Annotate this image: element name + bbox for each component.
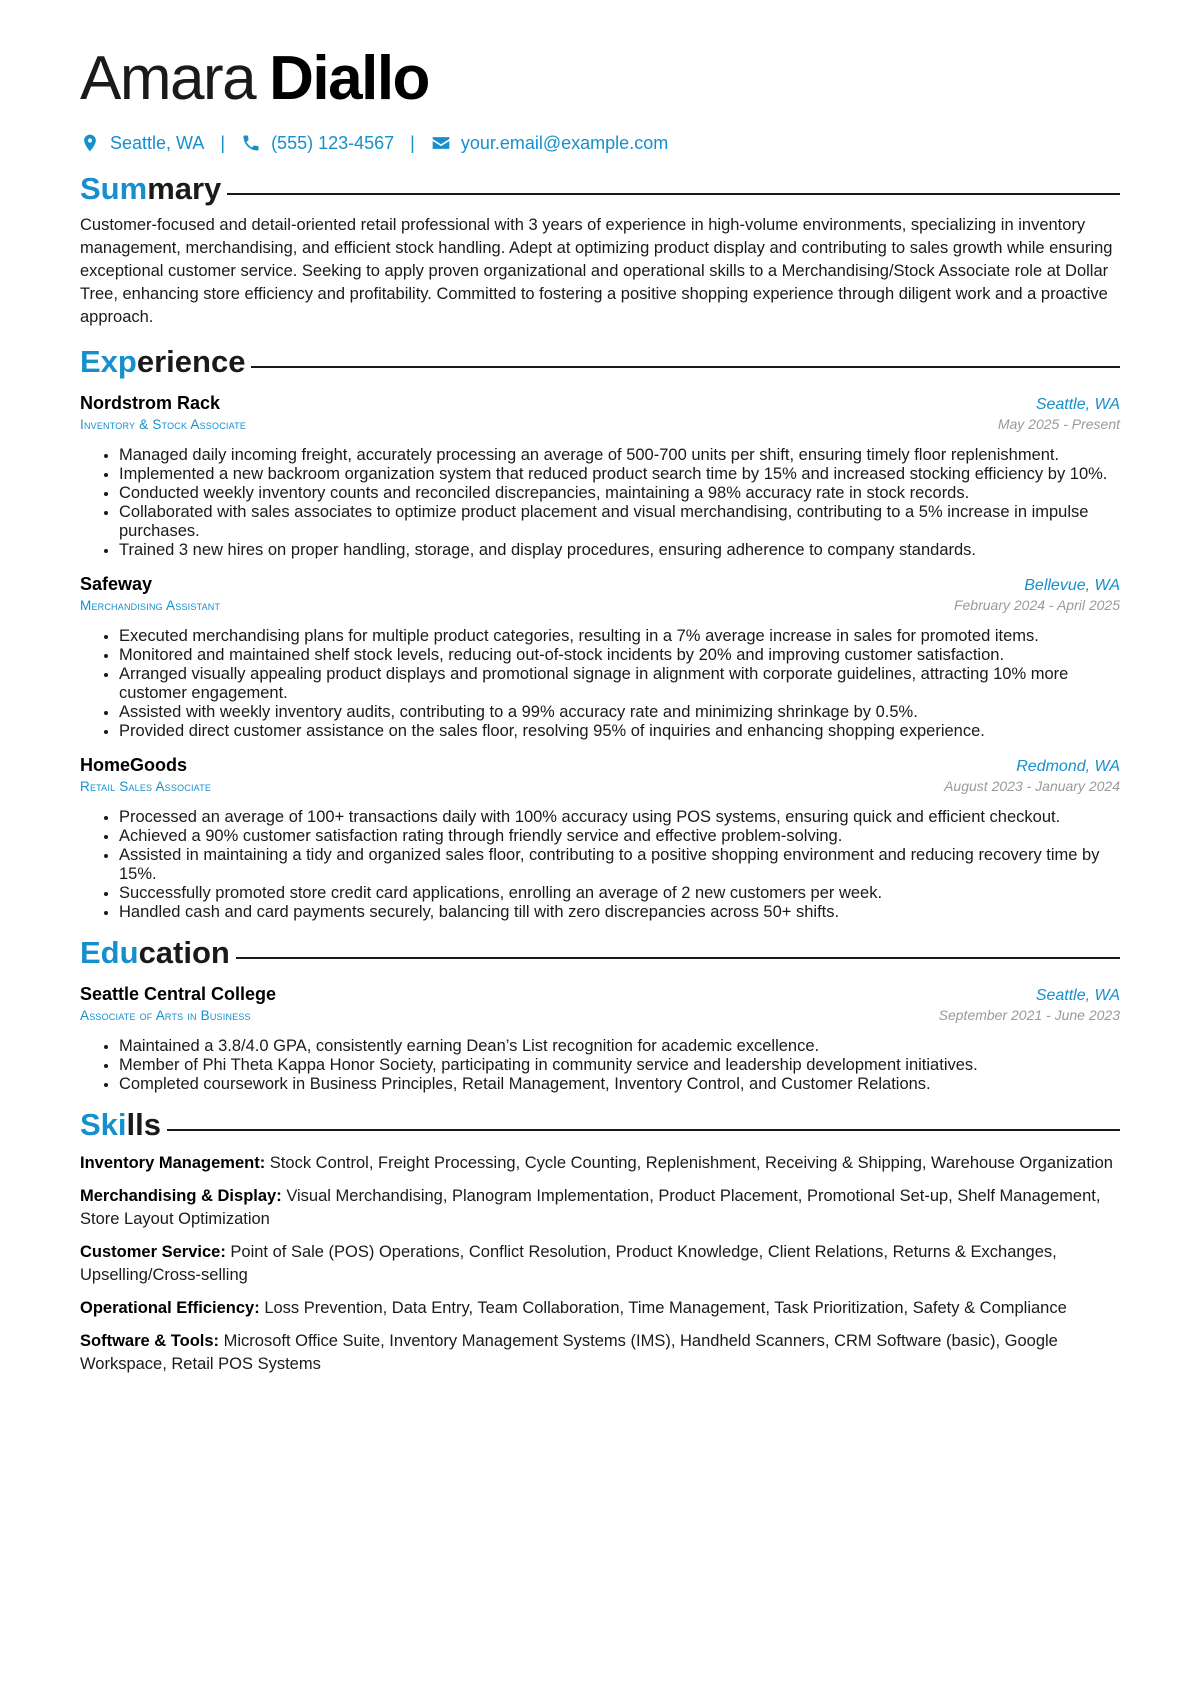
school-location: Seattle, WA — [1035, 987, 1120, 1004]
degree: Associate of Arts in Business — [80, 1008, 251, 1023]
job-company: HomeGoods — [80, 755, 188, 775]
skill-group — [80, 1330, 1120, 1376]
school-name: Seattle Central College — [80, 984, 277, 1004]
education-entry — [80, 984, 1120, 1094]
skill-category: Inventory Management: — [80, 1154, 266, 1172]
summary-heading — [80, 170, 1120, 208]
job-location: Seattle, WA — [1035, 396, 1120, 413]
location-text: Seattle, WA — [110, 132, 205, 153]
section-title-rest: mary — [147, 171, 222, 206]
bullet-item: • Collaborated with sales associates to optimize product placement and visual merchandising, contributing to a 5% increase in impulse purchases. — [119, 503, 1120, 541]
skills-heading — [80, 1106, 1120, 1144]
job-bullets — [80, 808, 1120, 922]
section-title-rest: cation — [138, 935, 230, 970]
section-title — [80, 934, 230, 972]
section-title-accent: Edu — [80, 935, 139, 970]
email-link[interactable]: your.email@example.com — [460, 132, 669, 153]
experience-list — [80, 393, 1120, 922]
bullet-item: • Processed an average of 100+ transactions daily with 100% accuracy using POS systems, ensuring quick and efficient checkout. — [119, 808, 1120, 827]
first-name: Amara — [80, 44, 256, 113]
job-dates: May 2025 - Present — [997, 416, 1120, 432]
section-title-accent: Sum — [80, 171, 148, 206]
bullet-item: • Successfully promoted store credit card applications, enrolling an average of 2 new customers per week. — [119, 884, 1120, 903]
section-title-accent: Ski — [80, 1107, 127, 1142]
bullet-item: • Handled cash and card payments securely, balancing till with zero discrepancies across 50+ shifts. — [119, 903, 1120, 922]
contact-phone[interactable] — [241, 133, 394, 154]
phone-icon — [241, 133, 261, 153]
bullet-item: • Implemented a new backroom organization system that reduced product search time by 15% and increased stocking efficiency by 10%. — [119, 465, 1120, 484]
skill-items: Point of Sale (POS) Operations, Conflict Resolution, Product Knowledge, Client Relations, Returns & Exchanges, Upselling/Cross-selling — [80, 1243, 1057, 1284]
job-company: Safeway — [80, 574, 153, 594]
job-company: Nordstrom Rack — [80, 393, 221, 413]
bullet-item: • Provided direct customer assistance on the sales floor, resolving 95% of inquiries and enhancing shopping experience. — [119, 722, 1120, 741]
section-title-rest: lls — [126, 1107, 161, 1142]
job-title: Retail Sales Associate — [80, 779, 212, 794]
section-title — [80, 343, 245, 381]
education-dates: September 2021 - June 2023 — [938, 1007, 1120, 1023]
skill-items: Stock Control, Freight Processing, Cycle Counting, Replenishment, Receiving & Shipping, Warehouse Organization — [269, 1154, 1113, 1172]
skill-category: Operational Efficiency: — [80, 1299, 260, 1317]
bullet-item: • Managed daily incoming freight, accurately processing an average of 500-700 units per shift, ensuring timely floor replenishment. — [119, 446, 1120, 465]
education-bullets — [80, 1037, 1120, 1094]
contact-bar — [80, 130, 1120, 156]
skill-category: Merchandising & Display: — [80, 1187, 282, 1205]
skill-category: Customer Service: — [80, 1243, 226, 1261]
contact-email[interactable] — [431, 133, 668, 154]
bullet-item: • Achieved a 90% customer satisfaction rating through friendly service and effective problem-solving. — [119, 827, 1120, 846]
bullet-item: • Trained 3 new hires on proper handling, storage, and display procedures, ensuring adherence to company standards. — [119, 541, 1120, 560]
job-bullets — [80, 446, 1120, 560]
bullet-item: • Arranged visually appealing product displays and promotional signage in alignment with corporate guidelines, attracting 10% more customer engagement. — [119, 665, 1120, 703]
last-name: Diallo — [269, 44, 429, 113]
contact-separator: | — [410, 132, 415, 153]
summary-text: Customer-focused and detail-oriented retail professional with 3 years of experience in high-volume environments, specializing in inventory management, merchandising, and efficient stock handling. Adept at optimizing product display and contributing to sales growth while ensuring exceptional customer service. Seeking to apply proven organizational and operational skills to a Merchandising/Stock Associate role at Dollar Tree, enhancing store efficiency and profitability. Committed to fostering a positive shopping experience through diligent work and a proactive approach. — [80, 216, 1113, 326]
bullet-item: • Assisted with weekly inventory audits, contributing to a 99% accuracy rate and minimizing shrinkage by 0.5%. — [119, 703, 1120, 722]
section-rule — [167, 1129, 1120, 1131]
bullet-item: • Assisted in maintaining a tidy and organized sales floor, contributing to a positive shopping environment and reducing recovery time by 15%. — [119, 846, 1120, 884]
job-title: Merchandising Assistant — [80, 598, 221, 613]
map-pin-icon — [80, 133, 100, 153]
skill-items: Visual Merchandising, Planogram Implementation, Product Placement, Promotional Set-up, Shelf Management, Store Layout Optimization — [80, 1187, 1101, 1228]
contact-location — [80, 133, 204, 154]
skills-list — [80, 1152, 1120, 1376]
job-dates: February 2024 - April 2025 — [953, 597, 1120, 613]
section-rule — [251, 366, 1120, 368]
skill-group — [80, 1297, 1120, 1320]
bullet-item: • Monitored and maintained shelf stock levels, reducing out-of-stock incidents by 20% and improving customer satisfaction. — [119, 646, 1120, 665]
section-rule — [236, 957, 1120, 959]
skill-group — [80, 1241, 1120, 1287]
skill-group — [80, 1185, 1120, 1231]
job-location: Bellevue, WA — [1024, 577, 1120, 594]
phone-text: (555) 123-4567 — [271, 132, 395, 153]
job-entry — [80, 393, 1120, 560]
envelope-icon — [431, 133, 451, 153]
bullet-item: • Completed coursework in Business Principles, Retail Management, Inventory Control, and Customer Relations. — [119, 1075, 1120, 1094]
skill-items: Microsoft Office Suite, Inventory Management Systems (IMS), Handheld Scanners, CRM Software (basic), Google Workspace, Retail POS Systems — [80, 1332, 1058, 1373]
section-title-rest: erience — [136, 344, 246, 379]
section-title-accent: Exp — [80, 344, 137, 379]
job-bullets — [80, 627, 1120, 741]
skill-group — [80, 1152, 1120, 1175]
bullet-item: • Executed merchandising plans for multiple product categories, resulting in a 7% average increase in sales for promoted items. — [119, 627, 1120, 646]
section-title — [80, 1106, 161, 1144]
job-entry — [80, 755, 1120, 922]
section-title — [80, 170, 221, 208]
job-entry — [80, 574, 1120, 741]
section-rule — [227, 193, 1120, 195]
education-heading — [80, 934, 1120, 972]
contact-separator: | — [220, 132, 226, 153]
bullet-item: • Member of Phi Theta Kappa Honor Society, participating in community service and leadership development initiatives. — [119, 1056, 1120, 1075]
job-location: Redmond, WA — [1016, 758, 1120, 775]
job-dates: August 2023 - January 2024 — [944, 778, 1120, 794]
job-title: Inventory & Stock Associate — [80, 417, 247, 432]
bullet-item: • Conducted weekly inventory counts and reconciled discrepancies, maintaining a 98% accuracy rate in stock records. — [119, 484, 1120, 503]
candidate-name — [80, 44, 1120, 114]
skill-items: Loss Prevention, Data Entry, Team Collaboration, Time Management, Task Prioritization, Safety & Compliance — [264, 1299, 1067, 1317]
skill-category: Software & Tools: — [80, 1332, 220, 1350]
bullet-item: • Maintained a 3.8/4.0 GPA, consistently earning Dean’s List recognition for academic excellence. — [119, 1037, 1120, 1056]
experience-heading — [80, 343, 1120, 381]
